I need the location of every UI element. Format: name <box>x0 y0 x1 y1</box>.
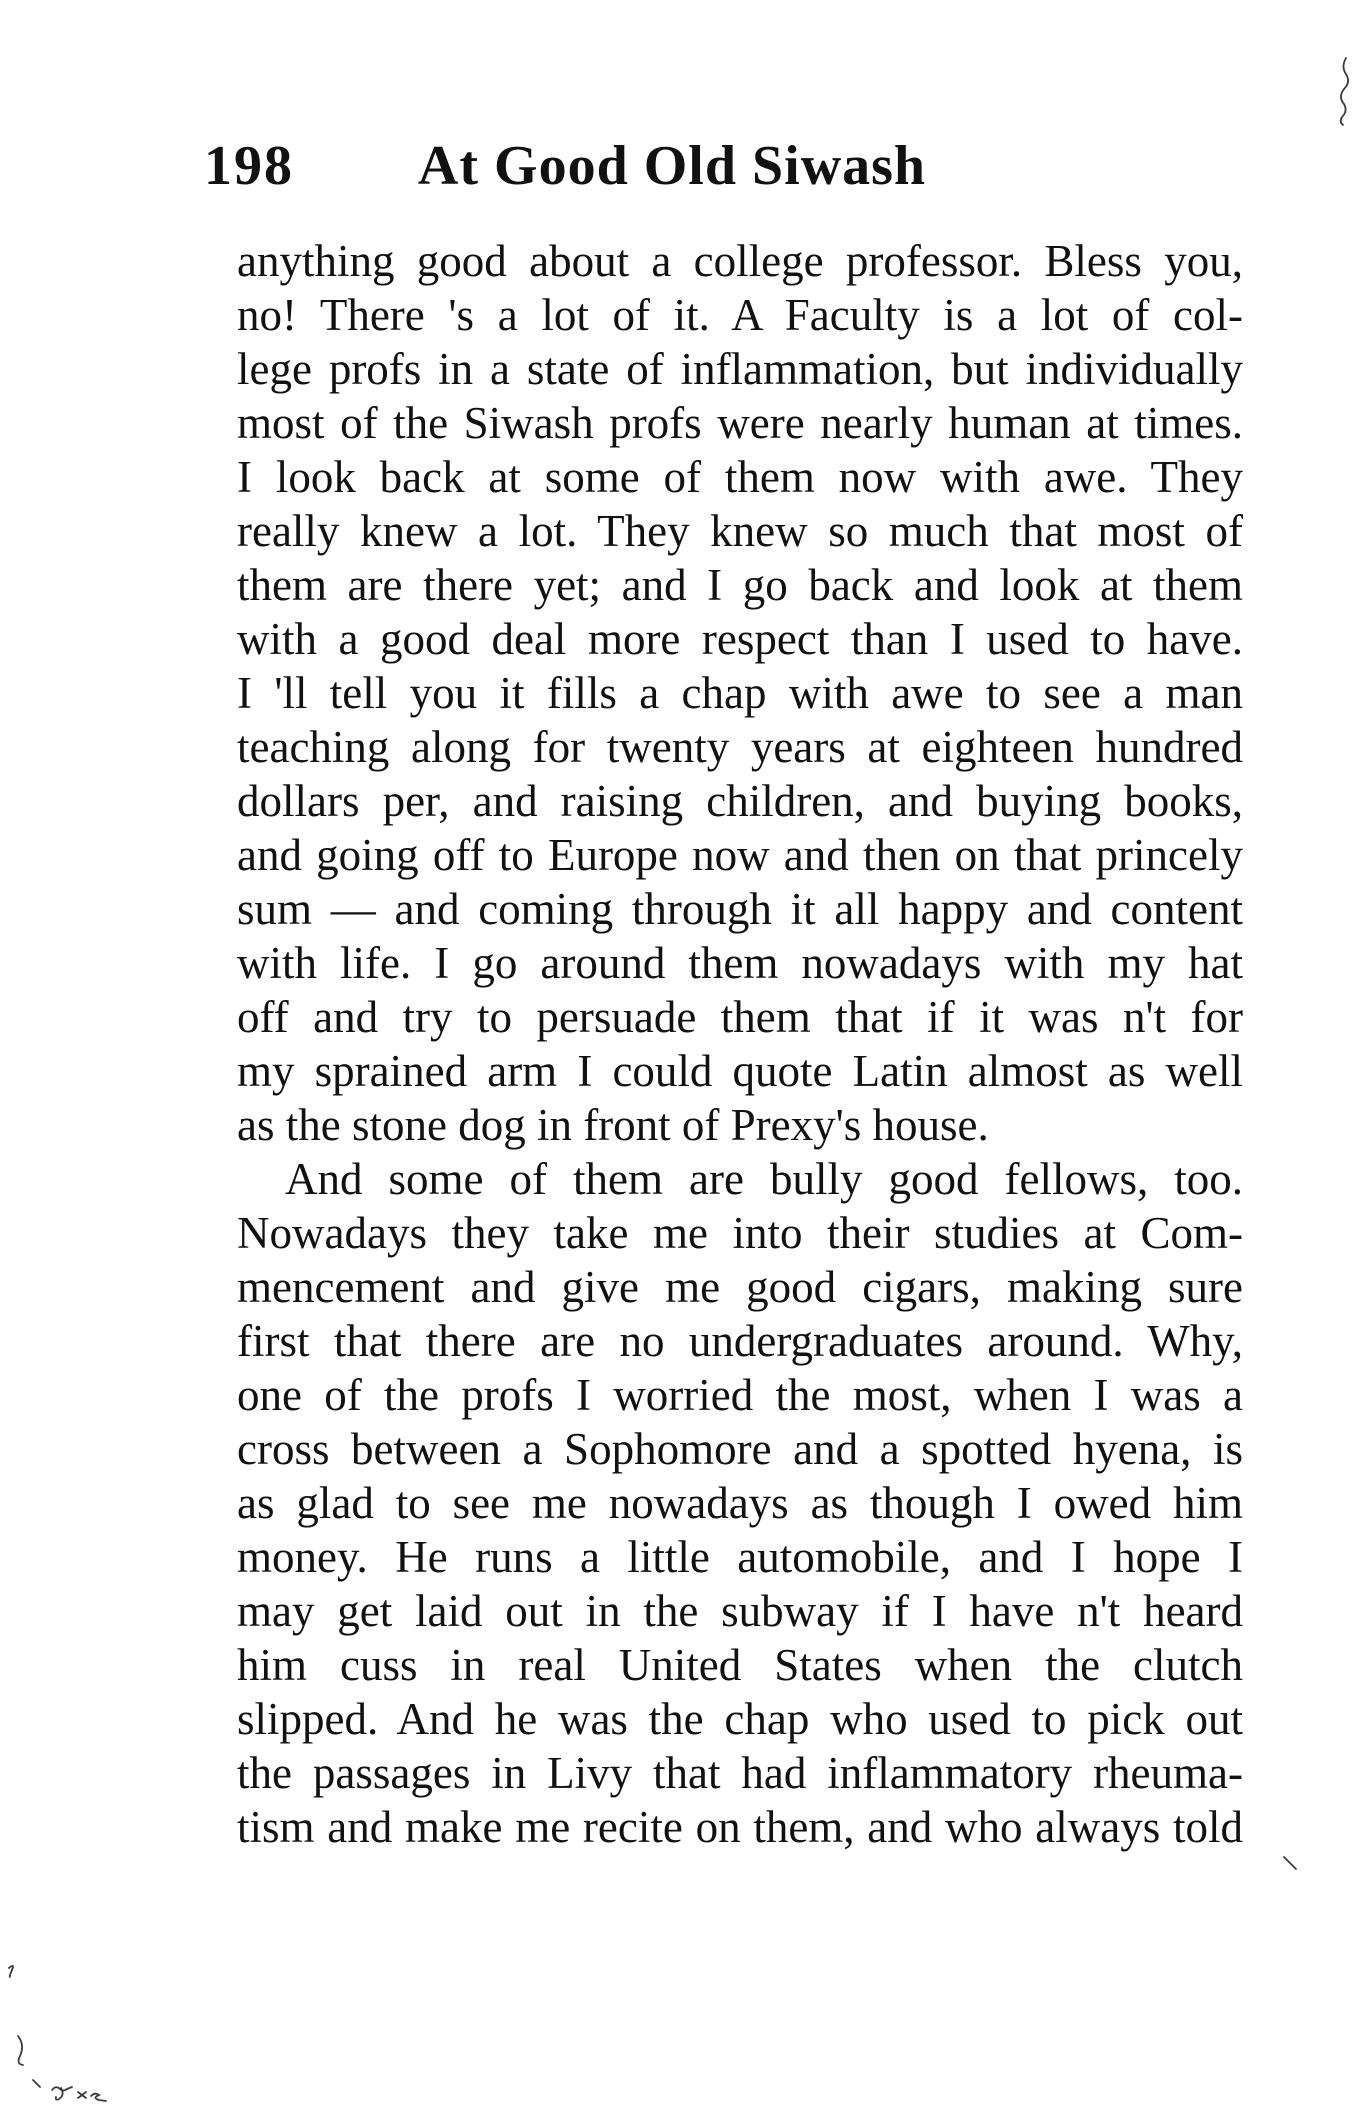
text-line: Nowadays they take me into their studies at Com- <box>237 1208 1243 1258</box>
text-line: I look back at some of them now with awe. They <box>237 452 1243 502</box>
text-line: him cuss in real United States when the clutch <box>237 1640 1243 1690</box>
text-line: no! There 's a lot of it. A Faculty is a lot of col- <box>237 290 1243 340</box>
text-line: money. He runs a little automobile, and I hope I <box>237 1532 1243 1582</box>
ink-mark-4 <box>52 2087 72 2100</box>
text-line: mencement and give me good cigars, making sure <box>237 1262 1243 1312</box>
ink-mark-5 <box>78 2092 106 2101</box>
ink-mark-top-right <box>1341 58 1348 125</box>
text-line: lege profs in a state of inflammation, but individually <box>237 344 1243 394</box>
text-line: cross between a Sophomore and a spotted hyena, is <box>237 1424 1243 1474</box>
text-line: teaching along for twenty years at eighteen hundred <box>237 722 1243 772</box>
running-head <box>204 134 1243 206</box>
ink-mark-2 <box>18 2036 23 2065</box>
text-line: And some of them are bully good fellows, too. <box>285 1154 1243 1204</box>
text-line: most of the Siwash profs were nearly human at times. <box>237 398 1243 448</box>
text-line: with a good deal more respect than I used to have. <box>237 614 1243 664</box>
text-line: anything good about a college professor. Bless you, <box>237 236 1243 286</box>
text-line: slipped. And he was the chap who used to pick out <box>237 1694 1243 1744</box>
text-line: tism and make me recite on them, and who always told <box>237 1802 1243 1852</box>
text-line: I 'll tell you it fills a chap with awe to see a man <box>237 668 1243 718</box>
text-line: the passages in Livy that had inflammatory rheuma- <box>237 1748 1243 1798</box>
ink-mark-3 <box>33 2080 40 2087</box>
text-line: first that there are no undergraduates around. Why, <box>237 1316 1243 1366</box>
page-title: At Good Old Siwash <box>417 135 927 197</box>
ink-mark-1 <box>9 1966 13 1977</box>
text-line: as the stone dog in front of Prexy's house. <box>237 1100 989 1150</box>
text-line: as glad to see me nowadays as though I owed him <box>237 1478 1243 1528</box>
text-line: my sprained arm I could quote Latin almost as well <box>237 1046 1243 1096</box>
text-line: them are there yet; and I go back and look at them <box>237 560 1243 610</box>
ink-mark-6 <box>1284 1857 1296 1869</box>
body-text <box>237 234 1243 1854</box>
text-line: may get laid out in the subway if I have n't heard <box>237 1586 1243 1636</box>
text-line: really knew a lot. They knew so much that most of <box>237 506 1243 556</box>
text-line: one of the profs I worried the most, when I was a <box>237 1370 1243 1420</box>
text-line: and going off to Europe now and then on that princely <box>237 830 1243 880</box>
text-line: with life. I go around them nowadays with my hat <box>237 938 1243 988</box>
text-line: dollars per, and raising children, and buying books, <box>237 776 1243 826</box>
page-number: 198 <box>204 135 294 197</box>
text-line: sum — and coming through it all happy and content <box>237 884 1243 934</box>
text-line: off and try to persuade them that if it was n't for <box>237 992 1243 1042</box>
